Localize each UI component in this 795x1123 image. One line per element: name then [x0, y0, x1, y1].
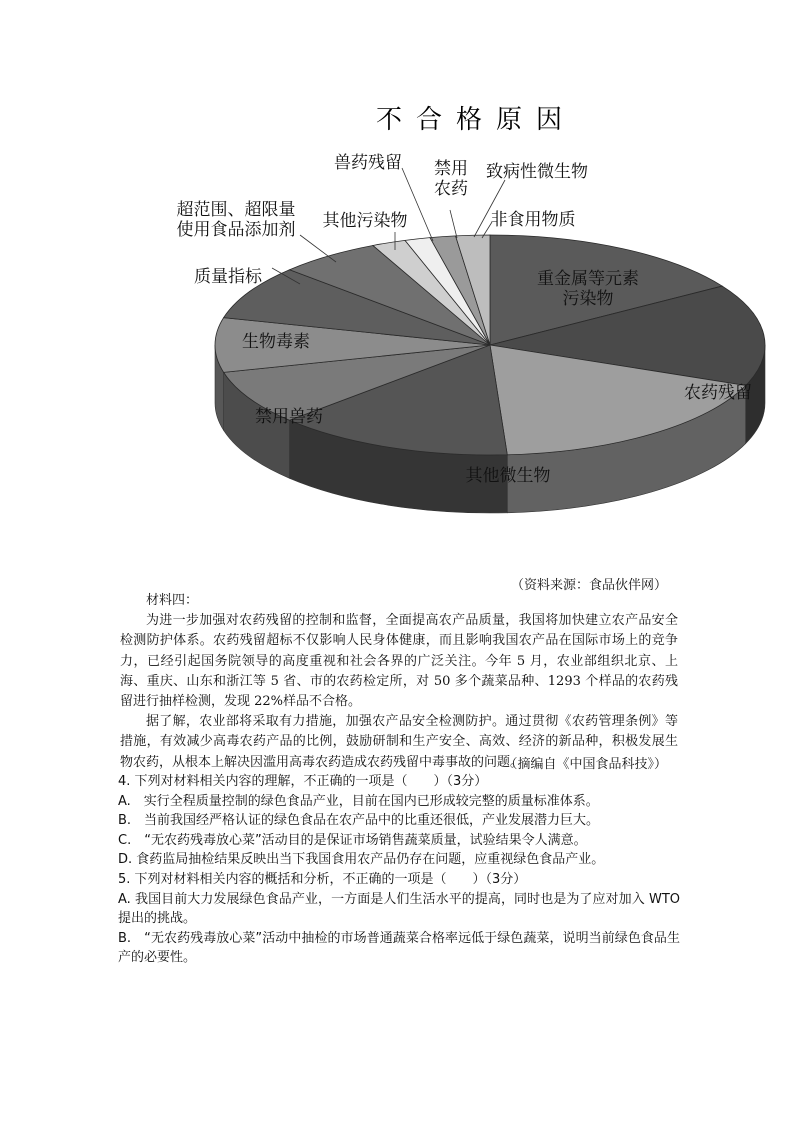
- pie-leader-6: [300, 235, 336, 262]
- material-four: [120, 591, 678, 773]
- pie-label-9: 禁用农药: [434, 159, 468, 199]
- question-5-option-a: A. 我国目前大力发展绿色食品产业，一方面是人们生活水平的提高，同时也是为了应对加入 WTO 提出的挑战。: [118, 891, 680, 927]
- question-5-stem: 5. 下列对材料相关内容的概括和分析，不正确的一项是（ ）（3分）: [118, 871, 527, 887]
- question-4-option-b: B. 当前我国经严格认证的绿色食品在农产品中的比重还很低，产业发展潜力巨大。: [118, 813, 600, 829]
- pie-label-2: 其他微生物: [465, 466, 551, 486]
- material-citation: （摘编自《中国食品科技》）: [504, 757, 667, 772]
- pie-label-7: 其他污染物: [322, 211, 408, 231]
- pie-label-8: 兽药残留: [334, 153, 402, 173]
- pie-label-4: 生物毒素: [242, 332, 310, 352]
- pie-label-5: 质量指标: [194, 267, 262, 287]
- question-5-option-b: B. “无农药残毒放心菜”活动中抽检的市场普通蔬菜合格率远低于绿色蔬菜，说明当前绿色食品生产的必要性。: [118, 930, 680, 966]
- pie-label-3: 禁用兽药: [255, 407, 323, 427]
- question-4-option-a: A. 实行全程质量控制的绿色食品产业，目前在国内已形成较完整的质量标准体系。: [118, 793, 599, 809]
- question-4-stem: 4. 下列对材料相关内容的理解，不正确的一项是（ ）（3分）: [118, 774, 488, 789]
- material-heading: 材料四：: [146, 593, 199, 608]
- chart-source: （资料来源：食品伙伴网）: [510, 578, 667, 593]
- material-paragraph-1: 为进一步加强对农药残留的控制和监督，全面提高农产品质量，我国将加快建立农产品安全检测防护体系。农药残留超标不仅影响人民身体健康，而且影响我国农产品在国际市场上的竞争力，已经引起国务院领导的高度重视和社会各界的广泛关注。今年 5 月，农业部组织北京、上海、重庆、山东和浙江等 5 省、市的农药检定所，对 50 多个蔬菜品种、1293 个样品的农药残留进行抽样检测，发现 22%样品不合格。: [120, 613, 678, 710]
- chart-title: 不合格原因: [375, 105, 577, 135]
- pie-leader-9: [450, 210, 457, 238]
- material-paragraph-2: 据了解，农业部将采取有力措施，加强农产品安全检测防护。通过贯彻《农药管理条例》等措施，有效减少高毒农药产品的比例，鼓励研制和生产安全、高效、经济的新品种，积极发展生物农药，从根本上解决因滥用高毒农药造成农药残留中毒事故的问题。: [120, 714, 678, 770]
- pie-label-0: 重金属等元素污染物: [537, 269, 639, 309]
- questions: [118, 772, 680, 968]
- question-4-option-d: D. 食药监局抽检结果反映出当下我国食用农产品仍存在问题，应重视绿色食品产业。: [118, 852, 605, 868]
- pie-label-6: 超范围、超限量使用食品添加剂: [176, 200, 296, 240]
- pie-label-11: 非食用物质: [490, 210, 576, 230]
- pie-label-1: 农药残留: [684, 383, 752, 403]
- pie-label-10: 致病性微生物: [486, 162, 588, 182]
- question-4-option-c: C. “无农药残毒放心菜”活动目的是保证市场销售蔬菜质量，试验结果令人满意。: [118, 832, 587, 848]
